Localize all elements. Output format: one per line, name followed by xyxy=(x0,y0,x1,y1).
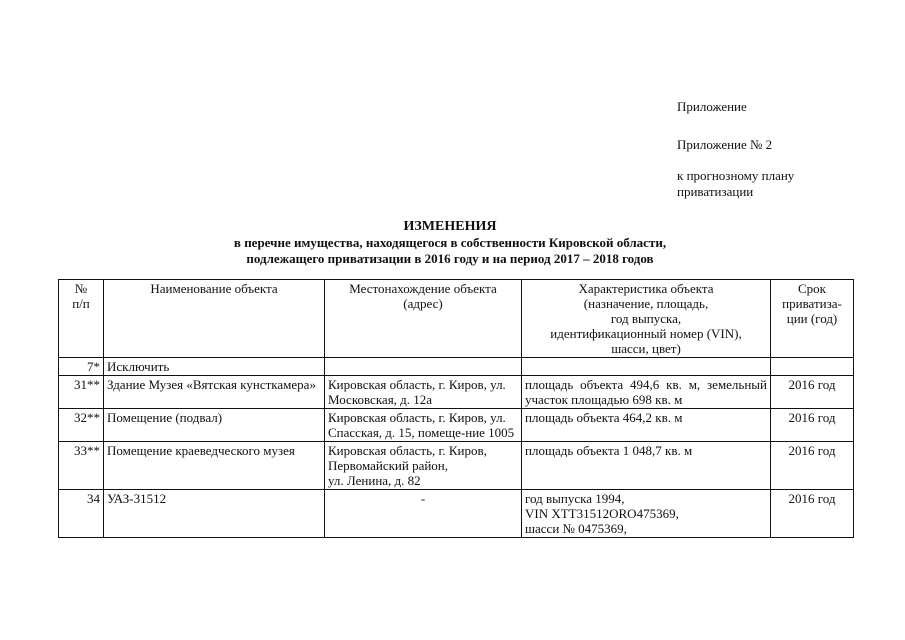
header-number xyxy=(59,280,104,358)
table-row xyxy=(59,442,854,490)
object-location xyxy=(325,358,522,376)
privatization-term: 2016 год xyxy=(771,442,854,490)
header-text: (назначение, площадь, xyxy=(583,296,709,311)
row-number: 34 xyxy=(59,490,104,538)
header-text: год выпуска, xyxy=(610,311,682,326)
header-text: Местонахождение объекта xyxy=(349,281,497,296)
subtitle-line: подлежащего приватизации в 2016 году и на период 2017 – 2018 годов xyxy=(246,251,654,266)
header-characteristics xyxy=(522,280,771,358)
header-text: (адрес) xyxy=(403,296,443,311)
document-title: ИЗМЕНЕНИЯ xyxy=(403,219,497,234)
table-row xyxy=(59,358,854,376)
appendix-reference-line: к прогнозному плану xyxy=(677,168,795,183)
header-text: Срок xyxy=(798,281,826,296)
object-location: Кировская область, г. Киров, ул. Спасская, д. 15, помеще-ние 1005 xyxy=(325,409,522,442)
header-text: № xyxy=(74,281,88,296)
header-term xyxy=(771,280,854,358)
privatization-term: 2016 год xyxy=(771,490,854,538)
row-number: 33** xyxy=(59,442,104,490)
header-text: ции (год) xyxy=(786,311,838,326)
header-text: идентификационный номер (VIN), xyxy=(550,326,742,341)
object-location: - xyxy=(325,490,522,538)
characteristics-line: год выпуска 1994, xyxy=(525,491,625,506)
object-name: УАЗ-31512 xyxy=(104,490,325,538)
header-text: Характеристика объекта xyxy=(578,281,714,296)
object-name: Помещение (подвал) xyxy=(104,409,325,442)
header-text: п/п xyxy=(72,296,90,311)
header-name: Наименование объекта xyxy=(104,280,325,358)
subtitle-line: в перечне имущества, находящегося в собственности Кировской области, xyxy=(233,235,667,250)
privatization-term: 2016 год xyxy=(771,376,854,409)
table-row xyxy=(59,409,854,442)
location-line: Первомайский район, xyxy=(328,458,449,473)
object-characteristics: площадь объекта 464,2 кв. м xyxy=(522,409,771,442)
object-characteristics: площадь объекта 494,6 кв. м, земельный участок площадью 698 кв. м xyxy=(522,376,771,409)
privatization-term xyxy=(771,358,854,376)
changes-table xyxy=(58,279,854,538)
characteristics-line: шасси № 0475369, xyxy=(525,521,627,536)
header-text: приватиза- xyxy=(782,296,842,311)
appendix-label: Приложение xyxy=(677,99,747,114)
table-header-row xyxy=(59,280,854,358)
object-location xyxy=(325,442,522,490)
object-characteristics xyxy=(522,358,771,376)
location-line: ул. Ленина, д. 82 xyxy=(328,473,421,488)
document-subtitle xyxy=(180,235,720,267)
table-row xyxy=(59,490,854,538)
header-text: шасси, цвет) xyxy=(611,341,681,356)
location-line: Кировская область, г. Киров, xyxy=(328,443,487,458)
row-number: 7* xyxy=(59,358,104,376)
object-location: Кировская область, г. Киров, ул. Московская, д. 12а xyxy=(325,376,522,409)
header-location xyxy=(325,280,522,358)
object-characteristics: площадь объекта 1 048,7 кв. м xyxy=(522,442,771,490)
appendix-reference xyxy=(677,168,827,200)
appendix-number: Приложение № 2 xyxy=(677,137,773,152)
table-row xyxy=(59,376,854,409)
object-name: Помещение краеведческого музея xyxy=(104,442,325,490)
object-characteristics xyxy=(522,490,771,538)
object-name: Здание Музея «Вятская кунсткамера» xyxy=(104,376,325,409)
privatization-term: 2016 год xyxy=(771,409,854,442)
object-name: Исключить xyxy=(104,358,325,376)
row-number: 31** xyxy=(59,376,104,409)
row-number: 32** xyxy=(59,409,104,442)
characteristics-line: VIN XTT31512ORO475369, xyxy=(525,506,679,521)
appendix-reference-line: приватизации xyxy=(677,184,754,199)
